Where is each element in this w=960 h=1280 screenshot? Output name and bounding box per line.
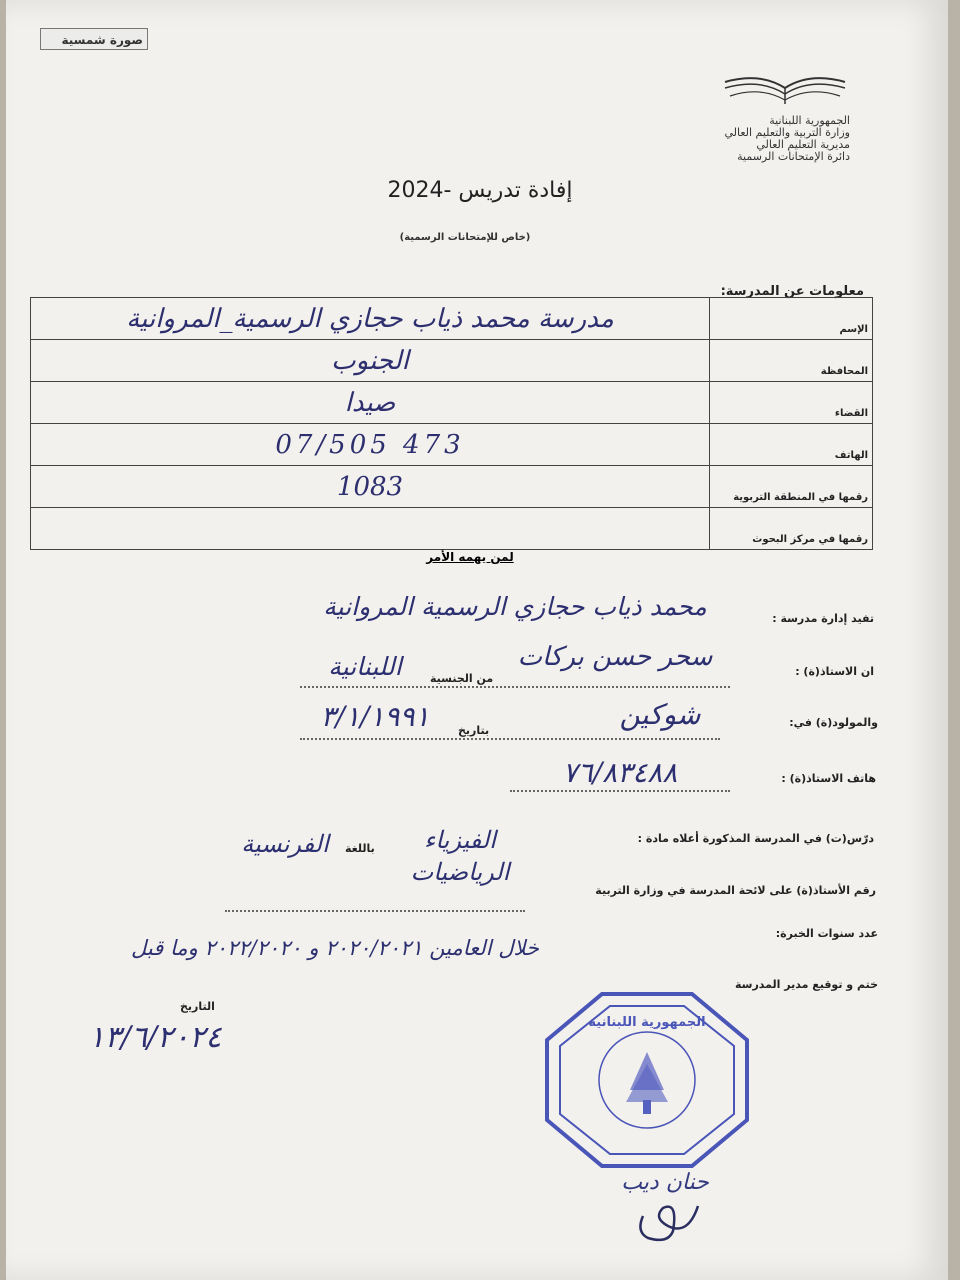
birth-date-value: ٣/١/١٩٩١ — [320, 700, 430, 733]
subject1-value: الفيزياء — [424, 826, 496, 854]
teacher-name-value: سحر حسن بركات — [517, 642, 713, 672]
table-row — [31, 466, 873, 508]
school-admin-label: تفيد إدارة مدرسة : — [772, 612, 874, 625]
official-stamp — [542, 990, 752, 1170]
handwritten-signature — [628, 1196, 708, 1246]
teacher-phone-label: هاتف الاستاذ(ة) : — [781, 772, 876, 785]
stamp-text: الجمهورية اللبنانية — [588, 1015, 706, 1030]
table-row — [31, 340, 873, 382]
research-number-value — [31, 508, 710, 550]
taught-label: درّس(ت) في المدرسة المذكورة أعلاه مادة : — [637, 832, 874, 845]
district-label: القضاء — [710, 382, 873, 424]
phone-value: 07/505 473 — [31, 424, 710, 466]
table-row — [31, 382, 873, 424]
teacher-dotted-line — [300, 686, 730, 688]
nationality-label: من الجنسية — [430, 672, 494, 685]
nationality-value: اللبنانية — [328, 652, 402, 681]
ministry-header — [690, 115, 850, 163]
school-admin-value: محمد ذياب حجازي الرسمية المروانية — [323, 592, 707, 621]
born-label: والمولود(ة) في: — [789, 716, 878, 729]
language-label: باللغة — [345, 842, 375, 855]
to-whom-heading: لمن يهمه الأمر — [426, 550, 514, 564]
ministry-logo — [720, 70, 850, 110]
ministry-line: مديرية التعليم العالي — [756, 138, 850, 151]
table-row — [31, 298, 873, 340]
photo-placeholder: صورة شمسية — [40, 28, 148, 50]
subject2-value: الرياضيات — [410, 858, 510, 886]
ministry-line: دائرة الإمتحانات الرسمية — [737, 150, 850, 163]
governorate-value: الجنوب — [31, 340, 710, 382]
experience-value: خلال العامين ٢٠٢٠/٢٠٢١ و ٢٠٢٢/٢٠٢٠ وما قبل — [130, 936, 539, 960]
stamp-signature-label: ختم و توقيع مدير المدرسة — [734, 978, 878, 991]
document-subtitle: (خاص للإمتحانات الرسمية) — [399, 232, 531, 243]
school-name-value: مدرسة محمد ذياب حجازي الرسمية_المروانية — [31, 298, 710, 340]
regional-number-value: 1083 — [31, 466, 710, 508]
birth-date-label: بتاريخ — [458, 724, 490, 737]
research-number-label: رقمها في مركز البحوث — [710, 508, 873, 550]
regional-number-label: رقمها في المنطقة التربوية — [710, 466, 873, 508]
teacher-phone-value: ٧٦/٨٣٤٨٨ — [562, 756, 678, 789]
signature-name: حنان ديب — [621, 1170, 709, 1195]
district-value: صيدا — [31, 382, 710, 424]
phone-dotted-line — [510, 790, 730, 792]
registry-label: رقم الأستاذ(ة) على لائحة المدرسة في وزارة التربية — [595, 884, 876, 897]
birthplace-value: شوكين — [619, 698, 701, 731]
school-section-label: معلومات عن المدرسة: — [720, 284, 864, 299]
governorate-label: المحافظة — [710, 340, 873, 382]
language-value: الفرنسية — [241, 830, 329, 858]
phone-label: الهاتف — [710, 424, 873, 466]
school-name-label: الإسم — [710, 298, 873, 340]
document-title: إفادة تدريس -2024 — [387, 178, 573, 203]
table-row — [31, 424, 873, 466]
born-dotted-line — [300, 738, 720, 740]
date-value: ١٣/٦/٢٠٢٤ — [88, 1020, 222, 1055]
table-row — [31, 508, 873, 550]
registry-dotted-line — [225, 910, 525, 912]
school-info-table — [30, 297, 873, 550]
teacher-label: ان الاستاذ(ة) : — [795, 665, 874, 678]
experience-label: عدد سنوات الخبرة: — [775, 927, 878, 940]
ministry-line: الجمهورية اللبنانية — [769, 114, 850, 127]
date-label: التاريخ — [180, 1000, 215, 1013]
ministry-line: وزارة التربية والتعليم العالي — [724, 126, 850, 139]
